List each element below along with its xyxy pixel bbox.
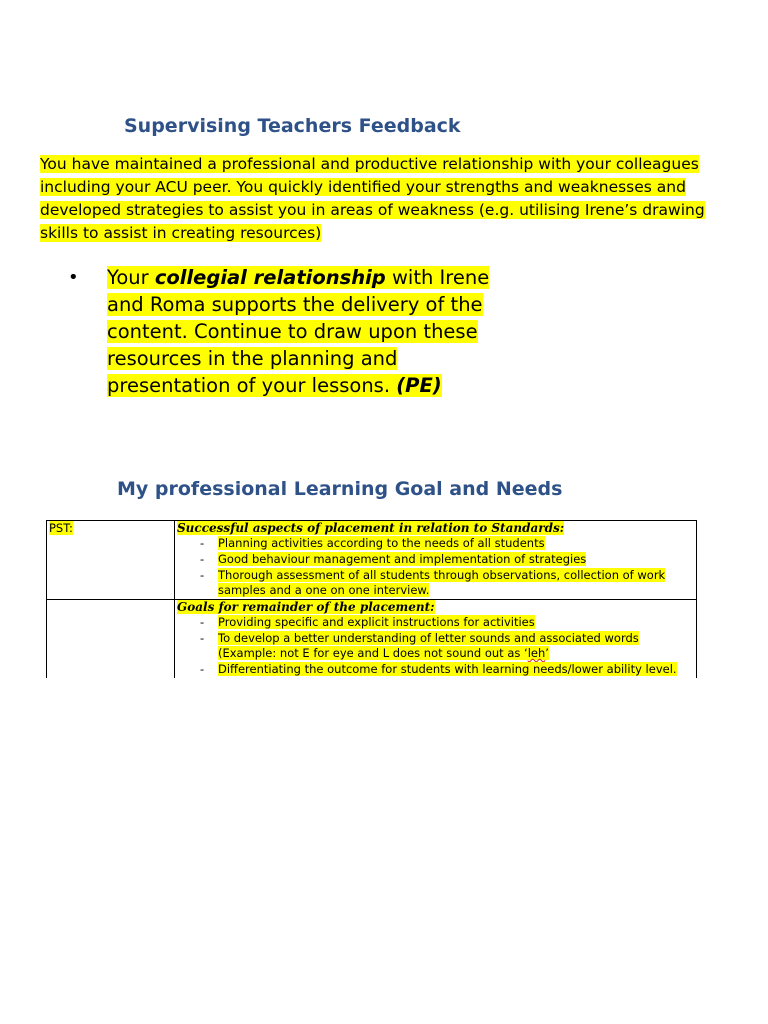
- goals-list: [177, 615, 696, 677]
- bullet-text-end: with Irene and Roma supports the delivery of the content. Continue to draw upon these resources in the planning and presentation of your lessons.: [107, 266, 490, 397]
- bullet-text: [107, 264, 508, 399]
- feedback-heading: Supervising Teachers Feedback: [124, 115, 461, 137]
- pst-label: PST:: [49, 521, 73, 535]
- table-row: [47, 600, 697, 679]
- list-item: - To develop a better understanding of letter sounds and associated words (Example: not E for eye and L does not sound out as ‘leh’: [177, 631, 696, 661]
- goals-cell: [175, 600, 697, 679]
- bullet-emphasis: collegial relationship: [154, 266, 386, 289]
- successful-cell: [175, 521, 697, 600]
- successful-list: [177, 536, 696, 598]
- bullet-text-start: Your: [107, 266, 155, 289]
- successful-title: Successful aspects of placement in relation to Standards:: [177, 521, 565, 535]
- misspelled-word: leh: [527, 646, 546, 660]
- bullet-dot-icon: •: [68, 267, 79, 288]
- list-item: - Good behaviour management and implementation of strategies: [177, 552, 696, 567]
- table-row: [47, 521, 697, 600]
- list-item: - Thorough assessment of all students through observations, collection of work samples and a one on one interview.: [177, 568, 696, 598]
- pst-cell: [47, 521, 175, 600]
- list-item: - Planning activities according to the needs of all students: [177, 536, 696, 551]
- goals-heading: My professional Learning Goal and Needs: [117, 478, 563, 500]
- list-item: - Differentiating the outcome for students with learning needs/lower ability level.: [177, 662, 696, 677]
- feedback-bullet: [68, 264, 508, 399]
- goals-title: Goals for remainder of the placement:: [177, 600, 435, 614]
- list-item: - Providing specific and explicit instructions for activities: [177, 615, 696, 630]
- bullet-tag: (PE): [396, 374, 442, 397]
- empty-cell: [47, 600, 175, 679]
- feedback-paragraph: [40, 153, 720, 245]
- feedback-paragraph-text: You have maintained a professional and productive relationship with your colleagues including your ACU peer. You quickly identified your strengths and weaknesses and developed strategies to assist you in areas of weakness (e.g. utilising Irene’s drawing skills to assist in creating resources): [40, 155, 705, 242]
- goals-table: [46, 520, 697, 678]
